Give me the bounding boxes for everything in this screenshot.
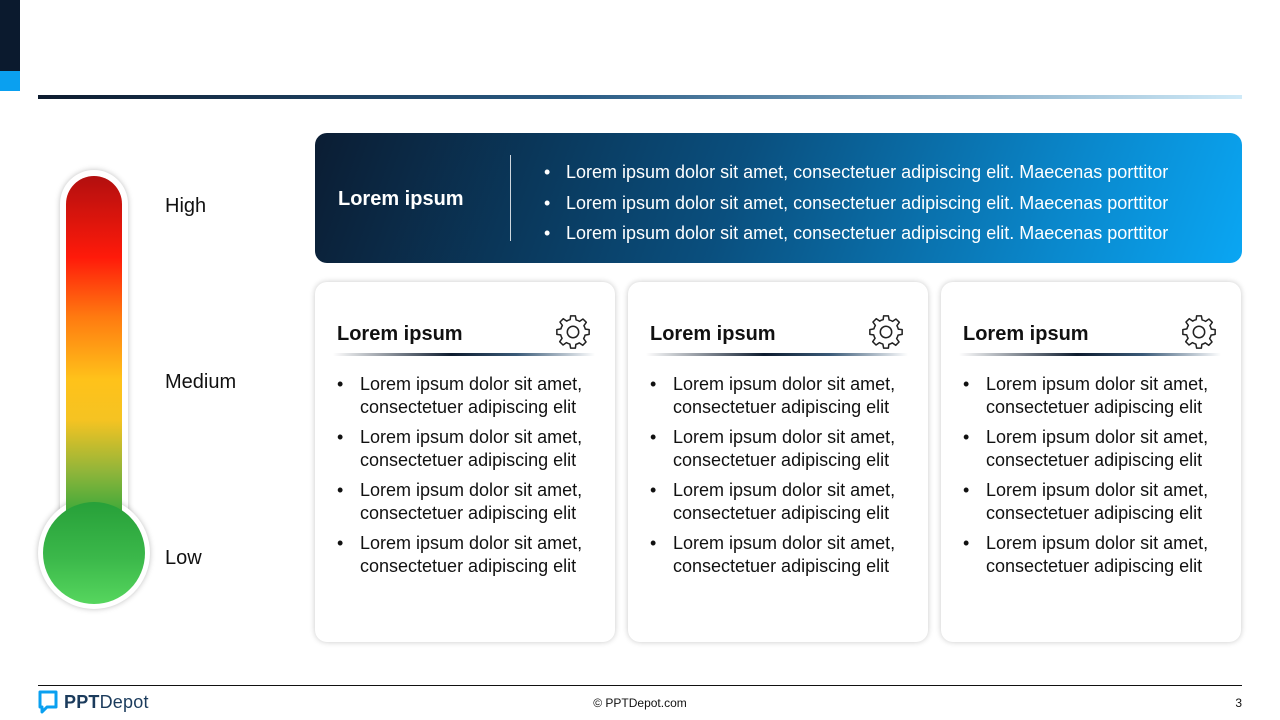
card-3 — [941, 282, 1241, 642]
card-divider — [646, 353, 908, 356]
page-number: 3 — [1235, 696, 1242, 710]
card-bullet: • Lorem ipsum dolor sit amet, consectetuer adipiscing elit — [337, 373, 607, 419]
card-divider — [959, 353, 1221, 356]
title-divider — [38, 95, 1242, 99]
card-title: Lorem ipsum — [650, 323, 776, 345]
header-divider — [510, 155, 511, 241]
card-title: Lorem ipsum — [963, 323, 1089, 345]
header-banner — [315, 133, 1242, 263]
corner-accent-dark — [0, 0, 20, 71]
card-divider — [333, 353, 595, 356]
card-bullet: • Lorem ipsum dolor sit amet, consectetuer adipiscing elit — [650, 426, 920, 472]
card-bullet: • Lorem ipsum dolor sit amet, consectetuer adipiscing elit — [963, 373, 1233, 419]
header-title: Lorem ipsum — [338, 188, 464, 210]
card-bullet: • Lorem ipsum dolor sit amet, consectetuer adipiscing elit — [963, 532, 1233, 578]
level-label-medium: Medium — [165, 371, 237, 393]
header-bullet: • Lorem ipsum dolor sit amet, consectetuer adipiscing elit. Maecenas porttitor — [544, 157, 1168, 188]
card-bullet-list — [337, 373, 607, 585]
level-label-low: Low — [165, 547, 202, 569]
card-bullet: • Lorem ipsum dolor sit amet, consectetuer adipiscing elit — [650, 373, 920, 419]
header-bullet-list — [544, 157, 1168, 249]
header-bullet: • Lorem ipsum dolor sit amet, consectetuer adipiscing elit. Maecenas porttitor — [544, 188, 1168, 219]
card-bullet: • Lorem ipsum dolor sit amet, consectetuer adipiscing elit — [337, 532, 607, 578]
card-bullet: • Lorem ipsum dolor sit amet, consectetuer adipiscing elit — [337, 426, 607, 472]
corner-accent-blue — [0, 71, 20, 91]
card-bullet: • Lorem ipsum dolor sit amet, consectetuer adipiscing elit — [337, 479, 607, 525]
card-bullet: • Lorem ipsum dolor sit amet, consectetuer adipiscing elit — [963, 479, 1233, 525]
footer-divider — [38, 685, 1242, 686]
card-bullet: • Lorem ipsum dolor sit amet, consectetuer adipiscing elit — [963, 426, 1233, 472]
gear-icon — [1180, 313, 1218, 351]
thermometer-gradient-tube — [66, 176, 122, 546]
card-1 — [315, 282, 615, 642]
thermometer-bulb — [43, 502, 145, 604]
logo-rest: Depot — [99, 691, 149, 712]
card-bullet-list — [650, 373, 920, 585]
card-bullet: • Lorem ipsum dolor sit amet, consectetuer adipiscing elit — [650, 532, 920, 578]
card-bullet-list — [963, 373, 1233, 585]
header-bullet: • Lorem ipsum dolor sit amet, consectetuer adipiscing elit. Maecenas porttitor — [544, 218, 1168, 249]
logo-bold: PPT — [64, 691, 100, 712]
card-2 — [628, 282, 928, 642]
card-title: Lorem ipsum — [337, 323, 463, 345]
card-bullet: • Lorem ipsum dolor sit amet, consectetuer adipiscing elit — [650, 479, 920, 525]
gear-icon — [867, 313, 905, 351]
level-label-high: High — [165, 195, 207, 217]
footer-copyright: © PPTDepot.com — [593, 696, 687, 710]
gear-icon — [554, 313, 592, 351]
